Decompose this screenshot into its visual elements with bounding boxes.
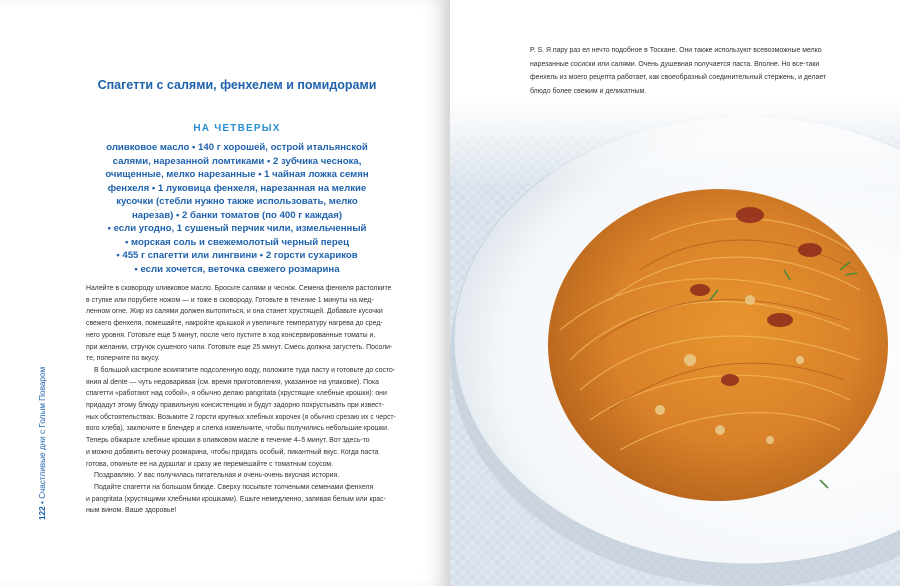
method-line: при желании, стручок сушеного чили. Готовьте еще 25 минут. Смесь должна загустеть. Посоли- <box>86 343 393 351</box>
method-line: ным вином. Ваше здоровье! <box>86 507 177 515</box>
method-line: Теперь обжарьте хлебные крошки в оливковом масле в течение 4–5 минут. Вот здесь-то <box>86 437 370 445</box>
ps-line: нарезанные сосиски или салями. Очень душевная получается паста. Вполне. Но все-таки <box>530 60 820 68</box>
method-line: спагетти «работают над собой», я обычно делаю pangritata (хрустящие хлебные крошки): они <box>86 390 387 398</box>
method-line: и pangritata (хрустящими хлебными крошками). Ешьте немедленно, запивая белым или крас- <box>86 495 386 503</box>
running-title: Счастливые дни с Голым Поваром <box>38 366 47 499</box>
method-line: и можно добавить веточку розмарина, чтобы придать особый, пикантный вкус. Когда паста <box>86 448 379 456</box>
page-number: 122 <box>38 506 47 520</box>
right-page <box>450 0 900 586</box>
ingredient-line: • если угодно, 1 сушеный перчик чили, измельченный <box>107 223 367 234</box>
separator-dot: • <box>38 501 47 505</box>
method-line: вого хлеба), заключите в блендер и слегка измельчите, чтобы получились небольшие крошки. <box>86 425 389 433</box>
ps-line: блюдо более свежим и деликатным. <box>530 87 647 95</box>
ingredients-list <box>72 141 402 276</box>
method-line: В большой кастрюле вскипятите подсоленную воду, положите туда пасту и готовьте до состо- <box>94 366 396 374</box>
method-line: те, поперчите по вкусу. <box>86 355 160 363</box>
serves-heading: НА ЧЕТВЕРЫХ <box>193 123 281 134</box>
method-line: Поздравляю. У вас получилась питательная и очень-очень вкусная история. <box>94 472 340 480</box>
method-line: яния al dente — чуть недоваривая (см. время приготовления, указанное на упаковке). Пока <box>86 378 379 386</box>
ingredient-line: очищенные, мелко нарезанные • 1 чайная ложка семян <box>105 169 369 180</box>
ingredient-line: • 455 г спагетти или лингвини • 2 горсти сухариков <box>116 250 358 261</box>
ingredient-line: • если хочется, веточка свежего розмарина <box>134 263 340 275</box>
ingredient-line: нарезав) • 2 банки томатов (по 400 г каждая) <box>131 209 343 221</box>
method-line: ных обстоятельствах. Возьмите 2 горсти крупных хлебных корочек (я обычно срезаю их с черст- <box>86 413 396 421</box>
ps-line: P. S. Я пару раз ел нечто подобное в Тоскане. Они также используют всевозможные мелко <box>530 47 822 54</box>
ingredient-line: салями, нарезанной ломтиками • 2 зубчика чеснока, <box>112 155 362 167</box>
method-line: Налейте в сковороду оливковое масло. Бросьте салями и чеснок. Семена фенхеля растолките <box>86 285 392 292</box>
method-line: свежего фенхеля, помешайте, накройте крышкой и увеличьте температуру нагрева до сред- <box>86 320 383 328</box>
ingredient-line: фенхеля • 1 луковица фенхеля, нарезанная на мелкие <box>107 182 367 194</box>
ingredient-line: • морская соль и свежемолотый черный перец <box>124 236 349 248</box>
method-line: него уровня. Готовьте еще 5 минут, после чего пустите в ход консервированные томаты и, <box>86 331 376 339</box>
recipe-title: Спагетти с салями, фенхелем и помидорами <box>97 78 377 92</box>
method-text <box>86 283 418 517</box>
running-head <box>38 367 47 520</box>
method-line: готова, откиньте ее на дуршлаг и сразу же перемешайте с томатным соусом. <box>86 460 334 468</box>
method-line: ленном огне. Жир из салями должен вытопиться, и она станет хрустящей. Добавьте кусочки <box>86 308 383 316</box>
ps-line: фенхель из моего рецепта работает, как своеобразный соединительный стержень, и делает <box>530 74 827 81</box>
method-line: придадут этому блюду правильную консистенцию и будут задорно похрустывать при извест- <box>86 402 384 410</box>
ps-note <box>530 44 880 98</box>
method-line: в ступке или порубите ножом — и тоже в сковороду. Готовьте в течение 1 минуты на мед- <box>86 296 374 304</box>
ingredient-line: оливковое масло • 140 г хорошей, острой итальянской <box>106 142 368 153</box>
ingredient-line: кусочки (стебли нужно также использовать, мелко <box>116 196 358 207</box>
method-line: Подайте спагетти на большом блюде. Сверху посыпьте толчеными семенами фенхеля <box>94 483 374 491</box>
